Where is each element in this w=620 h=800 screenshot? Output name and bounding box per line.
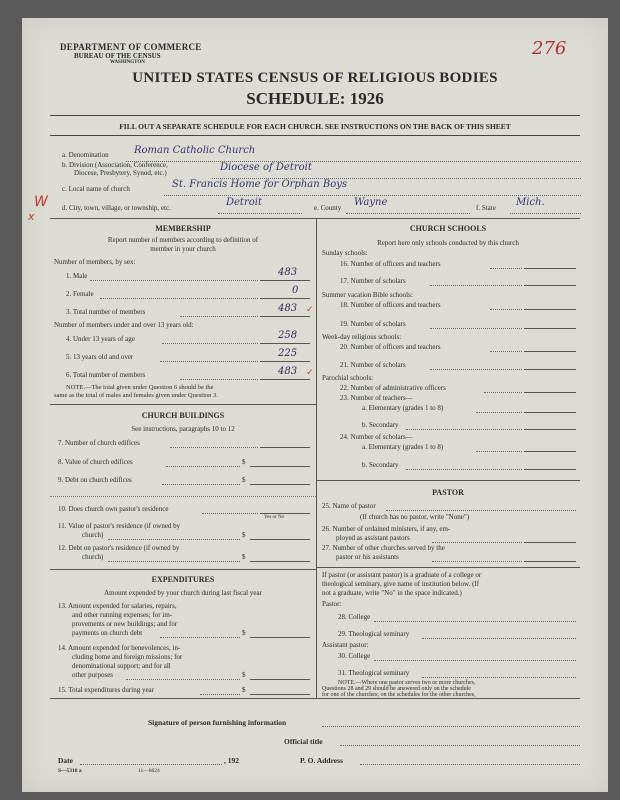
pastor-heading: PASTOR	[432, 488, 464, 497]
q9-dollar: $	[242, 476, 246, 484]
print-code: 11—6624	[138, 768, 160, 774]
schools-intro: Report here only schools conducted by this church	[377, 239, 519, 247]
denomination-value[interactable]: Roman Catholic Church	[134, 145, 256, 156]
division-value[interactable]: Diocese of Detroit	[220, 162, 312, 173]
q12-label-1: 12. Debt on pastor's residence (if owned by	[58, 544, 180, 552]
by-age-label: Number of members under and over 13 years old:	[54, 321, 194, 329]
q21-label: 21. Number of scholars	[340, 361, 406, 369]
official-title-label: Official title	[284, 737, 323, 746]
q24a-label: a. Elementary (grades 1 to 8)	[362, 443, 444, 451]
q1-label: 1. Male	[66, 272, 88, 280]
summer-schools-label: Summer vacation Bible schools:	[322, 291, 413, 299]
q23-label: 23. Number of teachers—	[340, 394, 413, 402]
city-label: WASHINGTON	[110, 60, 145, 65]
county-value[interactable]: Wayne	[354, 197, 388, 208]
local-name-value[interactable]: St. Francis Home for Orphan Boys	[172, 179, 348, 190]
buildings-intro: See instructions, paragraphs 10 to 12	[131, 425, 235, 433]
sunday-schools-label: Sunday schools:	[322, 249, 368, 257]
q23a-label: a. Elementary (grades 1 to 8)	[362, 404, 444, 412]
state-label: f. State	[476, 204, 496, 212]
q26-label-2: ployed as assistant pastors	[336, 534, 410, 542]
q24-label: 24. Number of scholars—	[340, 433, 413, 441]
q12-label-2: church)	[82, 553, 104, 561]
q15-dollar: $	[242, 686, 246, 694]
margin-w-annotation: W	[34, 194, 48, 210]
q30-label: 30. College	[338, 652, 371, 660]
q20-label: 20. Number of officers and teachers	[340, 343, 441, 351]
q13-label-4: payments on church debt	[72, 629, 143, 637]
q4-label: 4. Under 13 years of age	[66, 335, 135, 343]
q14-label-2: cluding home and foreign missions; for	[72, 653, 183, 661]
margin-x-annotation: x	[28, 210, 35, 223]
parochial-schools-label: Parochial schools:	[322, 374, 374, 382]
membership-heading: MEMBERSHIP	[155, 224, 211, 233]
pastor-note-2: Questions 28 and 29 should be answered only on the schedule	[322, 686, 471, 692]
form-title: UNITED STATES CENSUS OF RELIGIOUS BODIES	[132, 70, 498, 86]
assistant-pastor-sublabel: Assistant pastor:	[322, 641, 369, 649]
census-schedule-sheet	[22, 18, 608, 792]
q13-label-1: 13. Amount expended for salaries, repairs,	[58, 602, 177, 610]
department-label: DEPARTMENT OF COMMERCE	[60, 42, 202, 52]
membership-note-1: NOTE.—The total given under Question 6 should be the	[66, 384, 214, 391]
city-town-label: d. City, town, village, or township, etc.	[62, 204, 171, 212]
q14-dollar: $	[242, 671, 246, 679]
q13-dollar: $	[242, 629, 246, 637]
q17-label: 17. Number of scholars	[340, 277, 406, 285]
buildings-heading: CHURCH BUILDINGS	[141, 411, 225, 420]
q11-label-2: church)	[82, 531, 104, 539]
local-name-label: c. Local name of church	[62, 185, 130, 193]
q2-value[interactable]: 0	[292, 285, 299, 296]
q13-label-2: and other running expenses; for im-	[72, 611, 173, 619]
expenditures-heading: EXPENDITURES	[151, 575, 215, 584]
po-address-label: P. O. Address	[300, 756, 343, 765]
q25-label: 25. Name of pastor	[322, 502, 376, 510]
q23b-label: b. Secondary	[362, 421, 399, 429]
q6-value[interactable]: 483	[278, 366, 298, 377]
q14-label-1: 14. Amount expended for benevolences, in-	[58, 644, 181, 652]
q26-label-1: 26. Number of ordained ministers, if any, em-	[322, 525, 451, 533]
membership-note-2: same as the total of males and females given under Question 3.	[54, 392, 218, 399]
q1-value[interactable]: 483	[278, 267, 298, 278]
county-label: e. County	[314, 204, 342, 212]
q15-label: 15. Total expenditures during year	[58, 686, 154, 694]
date-label: Date	[58, 756, 73, 765]
q31-label: 31. Theological seminary	[338, 669, 410, 677]
q2-label: 2. Female	[66, 290, 94, 298]
q25-note: (If church has no pastor, write "None")	[360, 513, 470, 521]
membership-intro-2: member in your church	[150, 245, 216, 253]
q27-label-2: pastor or his assistants	[336, 553, 399, 561]
q10-label: 10. Does church own pastor's residence	[58, 505, 169, 513]
q3-value[interactable]: 483	[278, 303, 298, 314]
expenditures-intro: Amount expended by your church during last fiscal year	[104, 589, 262, 597]
membership-intro-1: Report number of members according to definition of	[107, 236, 259, 244]
yes-no-hint: Yes or No	[264, 515, 285, 520]
pastor-sublabel: Pastor:	[322, 600, 342, 608]
graduate-instr-2: theological seminary, give name of institution below. (If	[322, 580, 480, 588]
signature-label: Signature of person furnishing information	[148, 718, 287, 727]
year-label: , 192	[224, 756, 239, 765]
q11-label-1: 11. Value of pastor's residence (if owned by	[58, 522, 181, 530]
instruction-line: FILL OUT A SEPARATE SCHEDULE FOR EACH CHURCH. SEE INSTRUCTIONS ON THE BACK OF THIS SHEET	[119, 122, 511, 131]
q24b-label: b. Secondary	[362, 461, 399, 469]
q28-label: 28. College	[338, 613, 371, 621]
schools-heading: CHURCH SCHOOLS	[409, 224, 487, 233]
denomination-label: a. Denomination	[62, 151, 109, 159]
schedule-title: SCHEDULE: 1926	[246, 89, 384, 108]
q18-label: 18. Number of officers and teachers	[340, 301, 441, 309]
graduate-instr-1: If pastor (or assistant pastor) is a graduate of a college or	[322, 571, 482, 579]
q14-label-3: denominational support; and for all	[72, 662, 171, 670]
state-value[interactable]: Mich.	[516, 197, 545, 208]
by-sex-label: Number of members, by sex:	[54, 258, 136, 266]
pastor-note-3: for one of the churches; on the schedules for the other churches,	[322, 692, 476, 698]
city-value[interactable]: Detroit	[226, 197, 262, 208]
q3-label: 3. Total number of members	[66, 308, 146, 316]
division-label-1: b. Division (Association, Conference,	[62, 161, 168, 169]
q9-label: 9. Debt on church edifices	[58, 476, 132, 484]
q29-label: 29. Theological seminary	[338, 630, 410, 638]
q16-label: 16. Number of officers and teachers	[340, 260, 441, 268]
q8-label: 8. Value of church edifices	[58, 458, 133, 466]
pastor-note-1: NOTE.—Where one pastor serves two or more churches,	[338, 680, 476, 686]
q11-dollar: $	[242, 531, 246, 539]
q4-value[interactable]: 258	[278, 330, 298, 341]
page-number-annotation: 276	[532, 38, 567, 59]
bureau-label: BUREAU OF THE CENSUS	[74, 52, 161, 60]
q7-label: 7. Number of church edifices	[58, 439, 140, 447]
division-label-2: Diocese, Presbytery, Synod, etc.)	[74, 169, 167, 177]
graduate-instr-3: not a graduate, write "No" in the space indicated.)	[322, 589, 462, 597]
q5-label: 5. 13 years old and over	[66, 353, 134, 361]
q27-label-1: 27. Number of other churches served by the	[322, 544, 445, 552]
q3-checkmark-icon: ✓	[306, 305, 314, 315]
q14-label-4: other purposes	[72, 671, 114, 679]
q6-label: 6. Total number of members	[66, 371, 146, 379]
form-code: S—5318 a	[58, 768, 82, 774]
q19-label: 19. Number of scholars	[340, 320, 406, 328]
weekday-schools-label: Week-day religious schools:	[322, 333, 402, 341]
q13-label-3: provements or new buildings; and for	[72, 620, 178, 628]
q6-checkmark-icon: ✓	[306, 368, 314, 378]
q12-dollar: $	[242, 553, 246, 561]
q8-dollar: $	[242, 458, 246, 466]
q22-label: 22. Number of administrative officers	[340, 384, 446, 392]
q5-value[interactable]: 225	[278, 348, 298, 359]
